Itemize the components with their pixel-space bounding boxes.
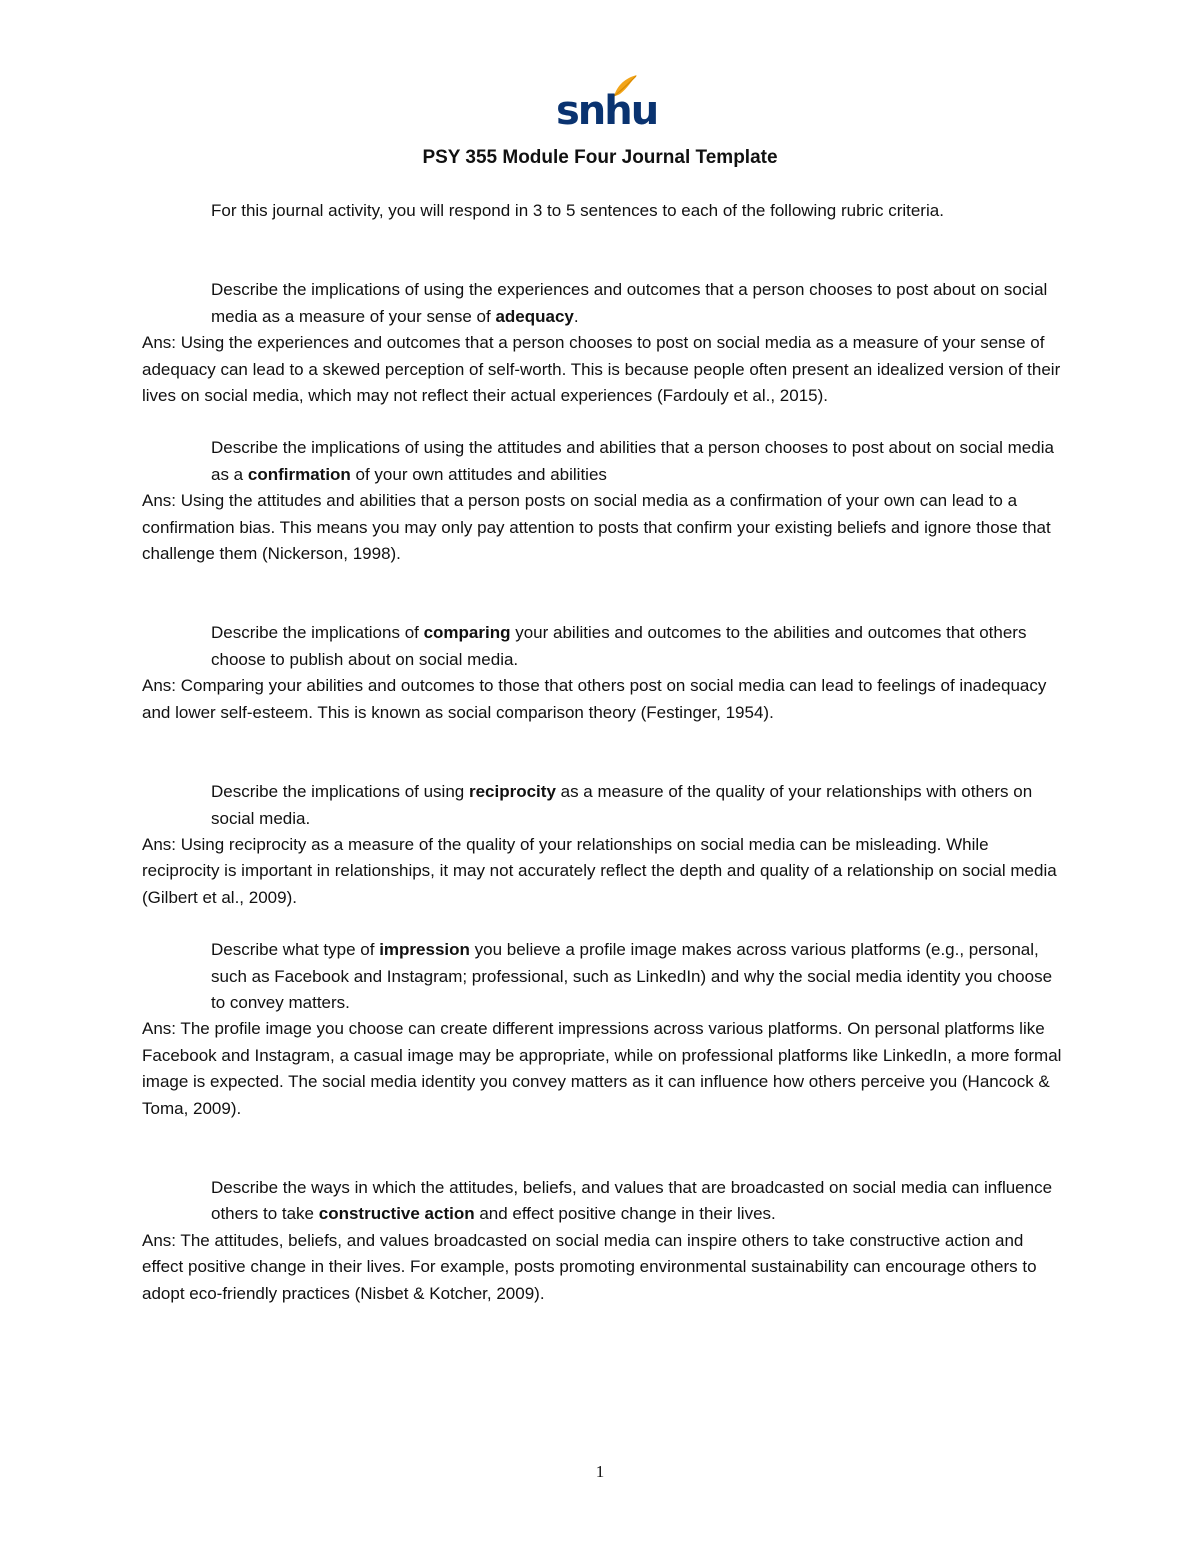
question-keyword: constructive action [318,1204,475,1224]
question-text: Describe the implications of using the attitudes and abilities that a person chooses to post about on social media as a confirmation of your own attitudes and abilities [211,438,1054,484]
question-text: Describe the implications of using reciprocity as a measure of the quality of your relationships with others on social media. [211,782,1033,828]
section-3 [142,620,1062,726]
section-2 [142,435,1062,567]
logo-wordmark: snhu [556,88,658,134]
question-text: Describe the implications of comparing your abilities and outcomes to the abilities and outcomes that others choose to publish about on social media. [211,623,1027,669]
question-keyword: impression [379,940,470,960]
section-5 [142,937,1062,1122]
question-text: Describe the implications of using the experiences and outcomes that a person chooses to post about on social media as a measure of your sense of adequacy. [211,280,1048,326]
question-keyword: comparing [423,623,511,643]
snhu-logo [556,74,658,134]
question-text: Describe the ways in which the attitudes, beliefs, and values that are broadcasted on social media can influence others to take constructive action and effect positive change in their lives. [211,1177,1053,1224]
page-number: 1 [595,1462,605,1481]
answer-text: Ans: The attitudes, beliefs, and values broadcasted on social media can inspire others to take constructive action and effect positive change in their lives. For example, posts promoting environmental sustainability can encourage others to adopt eco-friendly practices (Nisbet & Kotcher, 2009). [142,1230,1037,1303]
section-1 [142,277,1062,409]
intro-paragraph: For this journal activity, you will respond in 3 to 5 sentences to each of the following rubric criteria. [211,201,944,220]
question-text: Describe what type of impression you believe a profile image makes across various platforms (e.g., personal, such as Facebook and Instagram; professional, such as LinkedIn) and why the social media identity you choose to convey matters. [211,940,1053,1012]
page-title: PSY 355 Module Four Journal Template [422,147,778,168]
answer-text: Ans: Using reciprocity as a measure of the quality of your relationships on social media can be misleading. While reciprocity is important in relationships, it may not accurately reflect the depth and quality of a relationship on social media (Gilbert et al., 2009). [142,834,1057,907]
question-keyword: confirmation [247,464,351,484]
question-keyword: adequacy [495,306,574,326]
document-body [142,198,1062,1307]
section-4 [142,779,1062,911]
answer-text: Ans: Using the attitudes and abilities that a person posts on social media as a confirmation of your own can lead to a confirmation bias. This means you may only pay attention to posts that confirm your existing beliefs and ignore those that challenge them (Nickerson, 1998). [142,491,1051,564]
question-keyword: reciprocity [468,782,556,802]
section-6 [142,1175,1062,1307]
answer-text: Ans: The profile image you choose can create different impressions across various platforms. On personal platforms like Facebook and Instagram, a casual image may be appropriate, while on professional platforms like LinkedIn, a more formal image is expected. The social media identity you convey matters as it can influence how others perceive you (Hancock & Toma, 2009). [142,1019,1062,1118]
answer-text: Ans: Using the experiences and outcomes that a person chooses to post on social media as a measure of your sense of adequacy can lead to a skewed perception of self-worth. This is because people often present an idealized version of their lives on social media, which may not reflect their actual experiences (Fardouly et al., 2015). [142,333,1061,406]
answer-text: Ans: Comparing your abilities and outcomes to those that others post on social media can lead to feelings of inadequacy and lower self-esteem. This is known as social comparison theory (Festinger, 1954). [142,676,1047,722]
